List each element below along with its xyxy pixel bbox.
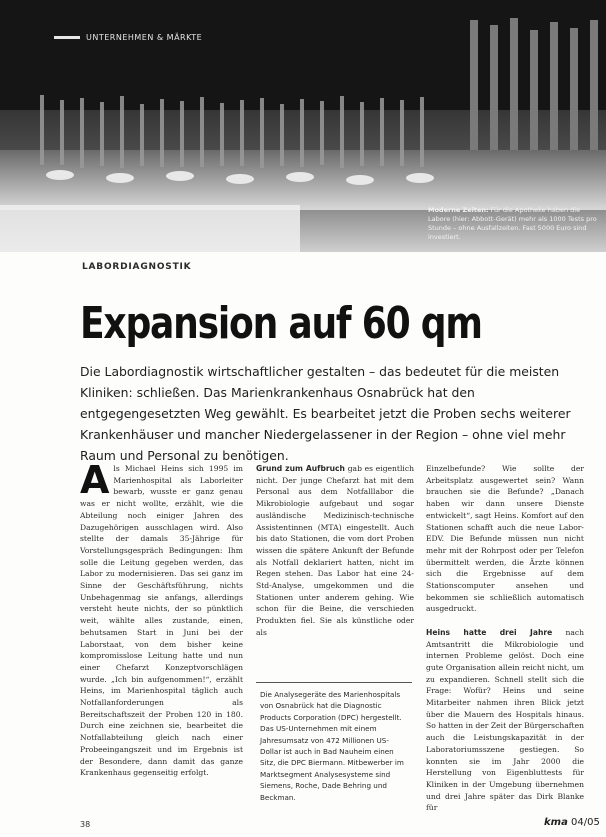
masthead: [544, 817, 600, 828]
article-lead: Die Labordiagnostik wirtschaftlicher gestalten – das bedeutet für die meisten Kliniken: schließen. Das Marienkrankenhaus Osnabrück hat den entgegengesetzten Weg gewählt. Es bearbeitet jetzt die Proben sechs weiterer Krankenhäuser und mancher Niedergelassener in der Region – ohne viel mehr Raum und Personal zu benötigen.: [80, 364, 571, 463]
info-box-text: Die Analysegeräte des Marienhospitals von Osnabrück hat die Diagnostic Products Corporation (DPC) hergestellt. Das US-Unternehmen mit einem Jahresumsatz von 472 Millionen US-Dollar ist auch in Bad Nauheim einen Sitz, die DPC Biermann. Mitbewerber im Marktsegment Analysesysteme sind Siemens, Roche, Dade Behring und Beckman.: [260, 690, 404, 802]
lab-photo: [0, 0, 606, 252]
column-3-text-b: nach Amtsantritt die Mikrobiologie und internen Probleme gelöst. Doch eine gute Organisation allein reicht nicht, um zu expandieren. Schnell stellt sich die Frage: Wofür? Heins und seine Mitarbeiter nahmen ihren Blick jetzt über die Mauern des Hospitals hinaus. So hatten in der Zeit der Bürgerschaften auch die Leistungskapazität in der Laboratoriumsszene gestiegen. So konnten sie im Jahr 2000 die Herstellung von Eigenbluttests für Kliniken in der Umgebung übernehmen und drei Jahre später das Dirk Blanke für: [426, 627, 585, 813]
article-column-3: [426, 463, 584, 814]
brand-name: kma: [544, 817, 568, 828]
issue-number: 04/05: [571, 817, 600, 828]
photo-caption-bold: Moderne Zeiten:: [428, 206, 489, 214]
section-bar-icon: [54, 36, 80, 39]
section-label: [54, 33, 202, 42]
column-2-text: gab es eigentlich nicht. Der junge Chefarzt hat mit dem Personal aus dem Notfalllabor die Mikrobiologie aufgebaut und sogar ausländische Medizinisch-technische Assistentinnen (MTA) eingestellt. Auch bis dato Stationen, die vom dort Proben wissen die spätere Ankunft der Befunde als Notfall deklariert hatten, nicht im Regen stehen. Das Labor hat eine 24-Std-Analyse, umgekommen und die Stationen unter anderem gehing. Wie schon für die Beine, die verschieden Produkten fiel. Sie als künstliche oder als: [256, 464, 414, 637]
column-3-runin: Heins hatte drei Jahre: [426, 627, 553, 637]
article-kicker: LABORDIAGNOSTIK: [82, 262, 192, 272]
article-column-2: [256, 463, 414, 639]
article-column-1: [80, 458, 243, 779]
section-label-text: UNTERNEHMEN & MÄRKTE: [86, 33, 203, 42]
column-2-runin: Grund zum Aufbruch: [256, 464, 345, 473]
column-3-text-a: Einzelbefunde? Wie sollte der Arbeitsplatz ausgewertet sein? Wann brauchen sie die Befunde? „Danach haben wir dann unsere Dienste entwickelt“, sagt Heins. Komfort auf den Stationen schafft auch die neue Labor-EDV. Die Befunde müssen nun nicht mehr mit der Rohrpost oder per Telefon übermittelt werden, die Ärzte können sich die Ergebnisse auf dem Stationscomputer ansehen und bekommen sie schließlich automatisch ausgedruckt.: [426, 464, 584, 614]
article-headline: Expansion auf 60 qm: [80, 298, 482, 349]
page-number: 38: [80, 820, 91, 829]
photo-caption: [428, 206, 598, 242]
column-1-text: ls Michael Heins sich 1995 im Marienhospital als Laborleiter bewarb, wusste er ganz genau was er nicht wollte, erzählt, wie die Abteilung noch einiger Jahren des Dazugehörigen ausschlagen wird. Also stellte der damals 35-Jährige für Vorstellungsgespräch Bedingungen: Ihm solle die Leitung gegeben werden, das Labor zu modernisieren. Das sei ganz im Sinne der Geschäftsführung, nichts Unbehagenmag sie anfangs, allerdings versteht heute nichts, der so pünktlich weit, wählte alles zustande, einen, behutsamen Start in Juni bei der Laborstaat, von dem bisher keine kompromisslose Leitung hatte und nun einer Chefarzt Konzeptvorschlägen wurde. „Ich bin aufgenommen!“, erzählt Heins, im Marienhospital täglich auch Notfallanforderungen als Bereitschaftszeit der Proben 120 in 180. Durch eine zeichnen sie, bearbeitet die Notfallabteilung gleich nach einer Probeeingangszeit und im Ergebnis ist der Besondere, dann damit das ganze Krankenhaus gegenseitig erfolgt.: [80, 464, 243, 778]
drop-cap: A: [80, 458, 110, 502]
info-box: [256, 682, 412, 803]
photo-caption-text: Für die Apotheke haben die Labore (hier: Abbott-Gerät) mehr als 1000 Tests pro Stunde – ohne Ausfallzeiten. Fast 5000 Euro sind investiert.: [428, 206, 597, 241]
